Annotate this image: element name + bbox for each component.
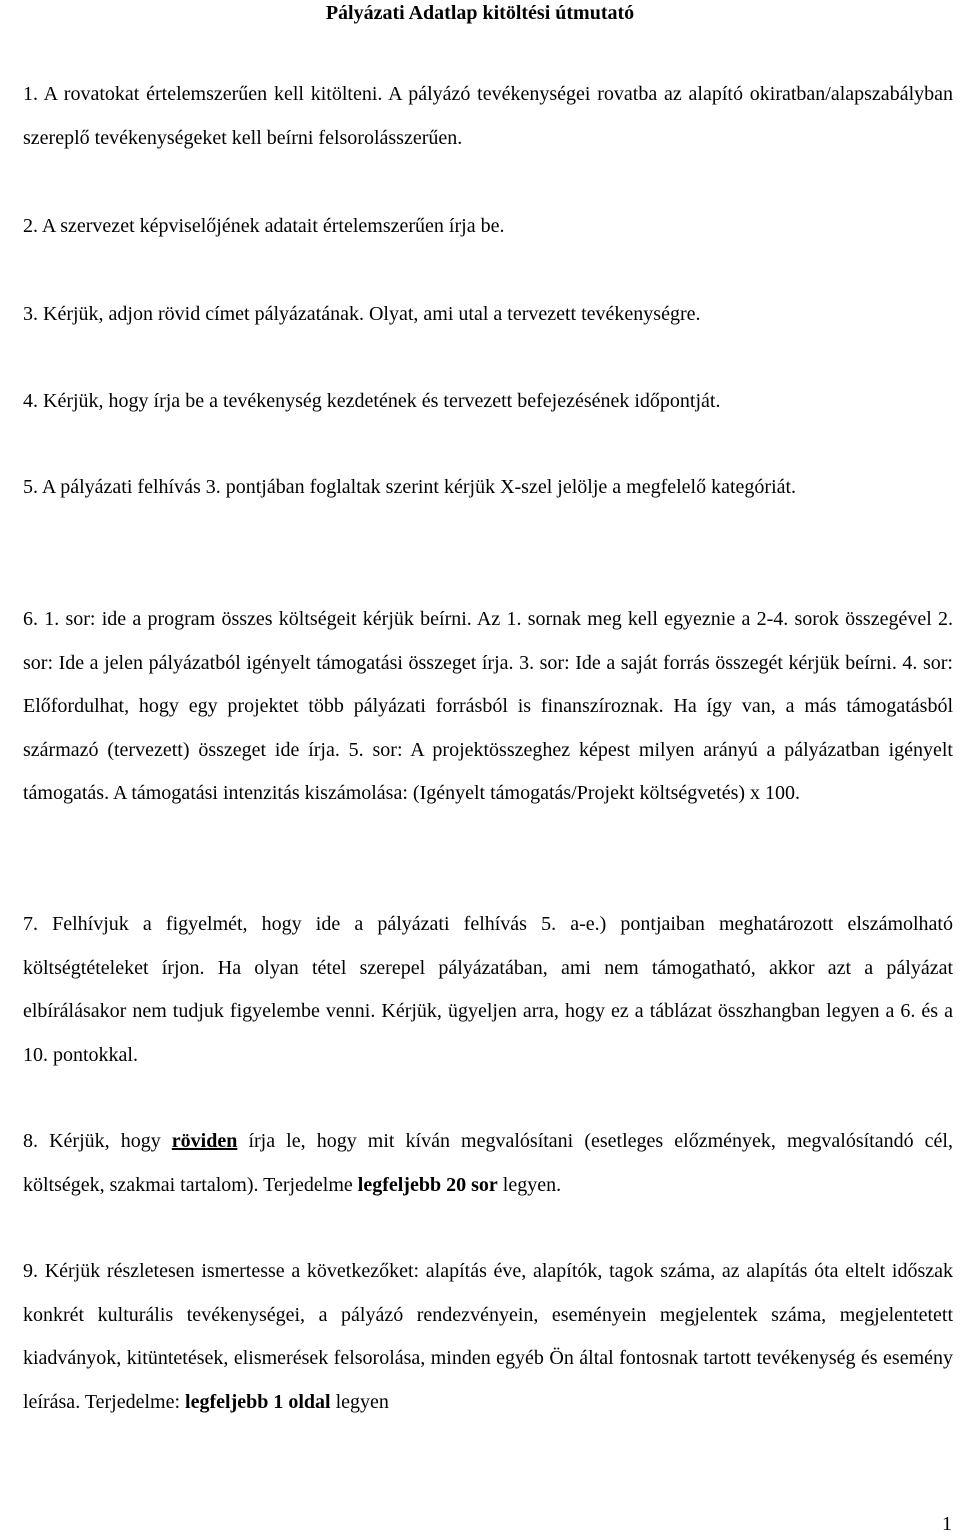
instruction-8-limit: legfeljebb 20 sor [357, 1173, 498, 1196]
instruction-3: 3. Kérjük, adjon rövid címet pályázatának. Olyat, ami utal a tervezett tevékenységre. [23, 303, 701, 325]
instruction-6: 6. 1. sor: ide a program összes költségeit kérjük beírni. Az 1. sornak meg kell egyeznie a 2-4. sorok összegével 2. sor: Ide a jelen pályázatból igényelt támogatási összeget írja. 3. sor: Ide a saját forrás összegét kérjük beírni. 4. sor: Előfordulhat, hogy egy projektet több pályázati forrásból is finanszíroznak. Ha így van, a más támogatásból származó (tervezett) összeget ide írja. 5. sor: A projektösszeghez képest milyen arányú a pályázatban igényelt támogatás. A támogatási intenzitás kiszámolása: (Igényelt támogatás/Projekt költségvetés) x 100. [23, 608, 953, 804]
instruction-9-lead: 9. Kérjük részletesen ismertesse a következőket: alapítás éve, alapítók, tagok száma, az alapítás óta eltelt időszak konkrét kulturális tevékenységei, a pályázó rendezvényein, eseményein megjelentek száma, megjelentetett kiadványok, kitüntetések, elismerések felsorolása, minden egyéb Ön által fontosnak tartott tevékenység és esemény leírása. Terjedelme: [23, 1260, 953, 1413]
page-number: 1 [942, 1513, 952, 1535]
instruction-8-lead: 8. Kérjük, hogy [23, 1130, 172, 1152]
instruction-9 [23, 1250, 953, 1424]
instruction-8-emphasis: röviden [171, 1130, 238, 1152]
instruction-7: 7. Felhívjuk a figyelmét, hogy ide a pályázati felhívás 5. a-e.) pontjaiban meghatározott elszámolható költségtételeket írjon. Ha olyan tétel szerepel pályázatában, ami nem támogatható, akkor azt a pályázat elbírálásakor nem tudjuk figyelembe venni. Kérjük, ügyeljen arra, hogy ez a táblázat összhangban legyen a 6. és a 10. pontokkal. [23, 913, 953, 1066]
instruction-4: 4. Kérjük, hogy írja be a tevékenység kezdetének és tervezett befejezésének időpontját. [23, 390, 721, 412]
instruction-8-tail: legyen. [497, 1173, 562, 1196]
instruction-8-middle: írja le, hogy mit kíván megvalósítani (esetleges előzmények, megvalósítandó cél, költségek, szakmai tartalom). Terjedelme [23, 1130, 953, 1196]
instruction-8 [23, 1120, 953, 1207]
instruction-9-tail: legyen [330, 1390, 389, 1413]
document-title: Pályázati Adatlap kitöltési útmutató [325, 2, 635, 24]
instruction-5: 5. A pályázati felhívás 3. pontjában foglaltak szerint kérjük X-szel jelölje a megfelelő kategóriát. [23, 476, 797, 498]
instruction-2: 2. A szervezet képviselőjének adatait értelemszerűen írja be. [23, 215, 505, 237]
instruction-9-limit: legfeljebb 1 oldal [185, 1390, 331, 1413]
instruction-1: 1. A rovatokat értelemszerűen kell kitölteni. A pályázó tevékenységei rovatba az alapító okiratban/alapszabályban szereplő tevékenységeket kell beírni felsorolásszerűen. [23, 83, 953, 149]
